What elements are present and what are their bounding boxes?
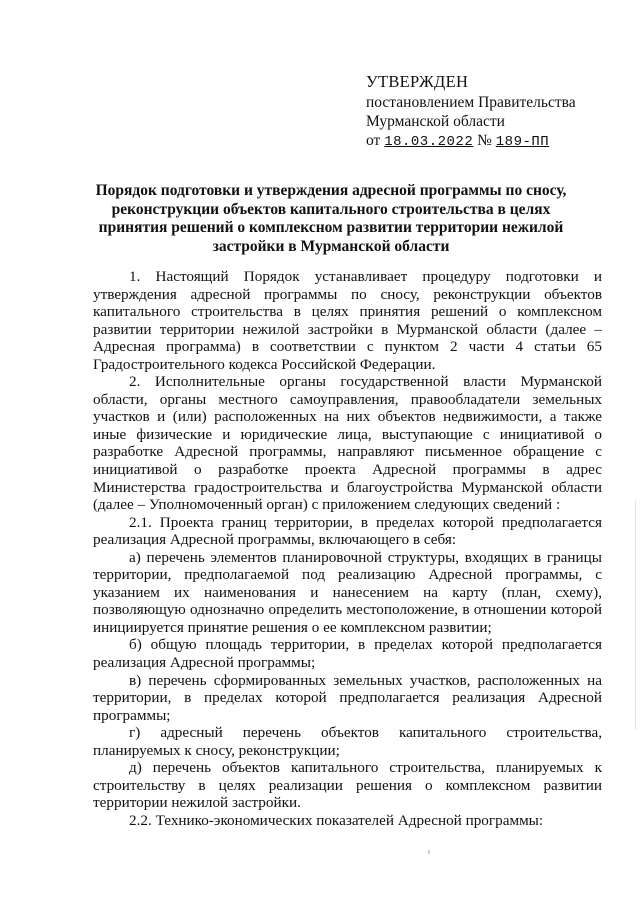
paragraph-item-g: г) адресный перечень объектов капитального строительства, планируемых к сносу, реконструкции; (93, 724, 602, 759)
approval-date: 18.03.2022 (384, 134, 474, 150)
scan-edge-mark (635, 500, 636, 730)
paragraph-item-a: а) перечень элементов планировочной структуры, входящих в границы территории, предполагаемой под реализацию Адресной программы, с указанием их наименования и нанесением на карту (план, схему), позволяющую однозначно определить местоположение, в отношении которой инициируется принятие решения о ее комплексном развитии; (93, 548, 602, 636)
scan-speck (428, 850, 430, 854)
document-body (93, 268, 602, 830)
paragraph-1: 1. Настоящий Порядок устанавливает процедуру подготовки и утверждения адресной программы по сносу, реконструкции объектов капитального строительства в целях принятия решений о комплексном развитии территории нежилой застройки в Мурманской области (далее – Адресная программа) в соответствии с пунктом 2 части 4 статьи 65 Градостроительного кодекса Российской Федерации. (93, 268, 602, 373)
paragraph-item-v: в) перечень сформированных земельных участков, расположенных на территории, в пределах которой предполагается реализация Адресной программы; (93, 671, 602, 724)
paragraph-item-d: д) перечень объектов капитального строительства, планируемых к строительству в целях реализации решения о комплексном развитии территории нежилой застройки. (93, 759, 602, 812)
date-prefix: от (366, 132, 381, 149)
approval-date-line (366, 131, 606, 152)
approval-heading: УТВЕРЖДЕН (366, 72, 469, 91)
approval-line-2: Мурманской области (366, 113, 505, 130)
paragraph-2-2: 2.2. Технико-экономических показателей Адресной программы: (129, 811, 544, 829)
approval-stamp-block (366, 72, 606, 152)
approval-number: 189-ПП (495, 134, 550, 150)
paragraph-item-b: б) общую площадь территории, в пределах которой предполагается реализация Адресной программы; (93, 636, 602, 672)
paragraph-2: 2. Исполнительные органы государственной власти Мурманской области, органы местного самоуправления, правообладатели земельных участков и (или) расположенных на них объектов недвижимости, а также иные физические и юридические лица, выступающие с инициативой о разработке Адресной программы, направляют письменное обращение с инициативой о разработке проекта Адресной программы в адрес Министерства градостроительства и благоустройства Мурманской области (далее – Уполномоченный орган) с приложением следующих сведений : (93, 373, 602, 514)
document-title: Порядок подготовки и утверждения адресной программы по сносу, реконструкции объектов капитального строительства в целях принятия решений о комплексном развитии территории нежилой застройки в Мурманской области (95, 182, 567, 255)
approval-line-1: постановлением Правительства (366, 94, 576, 111)
paragraph-2-1: 2.1. Проекта границ территории, в пределах которой предполагается реализация Адресной программы, включающего в себя: (93, 513, 602, 549)
number-sign: № (477, 132, 492, 149)
